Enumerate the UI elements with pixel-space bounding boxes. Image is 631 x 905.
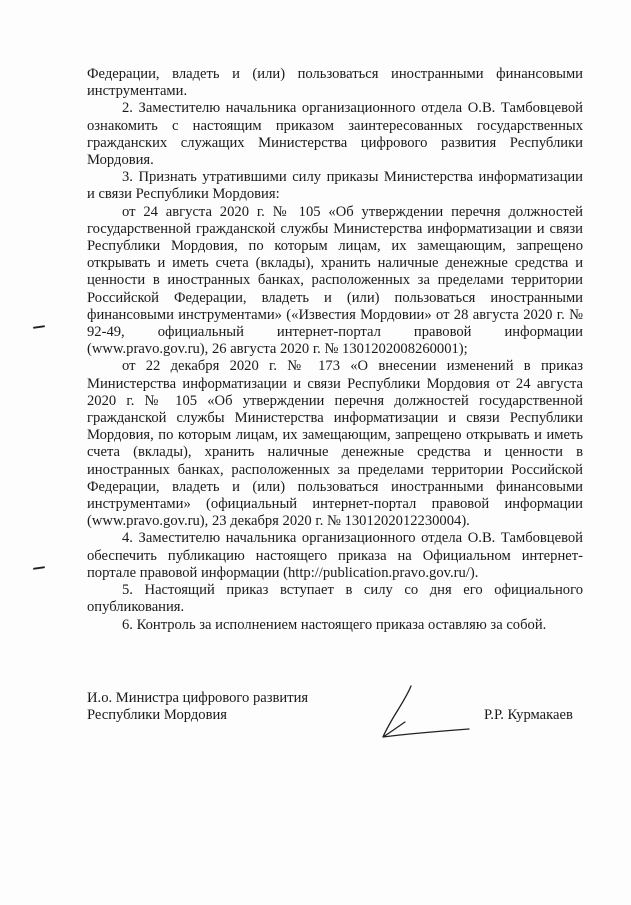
document-body [87, 66, 583, 634]
paragraph-1: Федерации, владеть и (или) пользоваться иностранными финансовыми инструментами. [87, 66, 583, 100]
signature-block [87, 690, 587, 750]
paragraph-4: 4. Заместителю начальника организационного отдела О.В. Тамбовцевой обеспечить публикацию настоящего приказа на Официальном интернет-портале правовой информации (http://publication.pravo.gov.ru/). [87, 530, 583, 581]
paragraph-2: 2. Заместителю начальника организационного отдела О.В. Тамбовцевой ознакомить с настоящим приказом заинтересованных государственных гражданских служащих Министерства цифрового развития Республики Мордовия. [87, 100, 583, 169]
signatory-title-line1: И.о. Министра цифрового развития [87, 690, 309, 706]
margin-mark [33, 566, 45, 570]
signatory-title [87, 690, 308, 724]
paragraph-3: 3. Признать утратившими силу приказы Министерства информатизации и связи Республики Мордовия: [87, 169, 583, 203]
handwritten-signature [369, 682, 479, 748]
margin-mark [33, 325, 45, 329]
paragraph-6: 6. Контроль за исполнением настоящего приказа оставляю за собой. [122, 616, 547, 633]
paragraph-3a: от 24 августа 2020 г. № 105 «Об утверждении перечня должностей государственной гражданской службы Министерства информатизации и связи Республики Мордовия, по которым лицам, их замещающим, запрещено открывать и иметь счета (вклады), хранить наличные денежные средства и ценности в иностранных банках, расположенных за пределами территории Российской Федерации, владеть и (или) пользоваться иностранными финансовыми инструментами» («Известия Мордовии» от 28 августа 2020 г. № 92-49, официальный интернет-портал правовой информации (www.pravo.gov.ru), 26 августа 2020 г. № 1301202008260001); [87, 203, 583, 358]
paragraph-3b: от 22 декабря 2020 г. № 173 «О внесении изменений в приказ Министерства информатизации и связи Республики Мордовия от 24 августа 2020 г. № 105 «Об утверждении перечня должностей государственной гражданской службы Министерства информатизации и связи Республики Мордовия, по которым лицам, их замещающим, запрещено открывать и иметь счета (вклады), хранить наличные денежные средства и ценности в иностранных банках, расположенных за пределами территории Российской Федерации, владеть и (или) пользоваться иностранными финансовыми инструментами» (официальный интернет-портал правовой информации (www.pravo.gov.ru), 23 декабря 2020 г. № 1301202012230004). [87, 358, 583, 530]
paragraph-5: 5. Настоящий приказ вступает в силу со дня его официального опубликования. [87, 582, 583, 616]
signatory-title-line2: Республики Мордовия [87, 707, 228, 724]
signatory-name: Р.Р. Курмакаев [484, 707, 573, 723]
